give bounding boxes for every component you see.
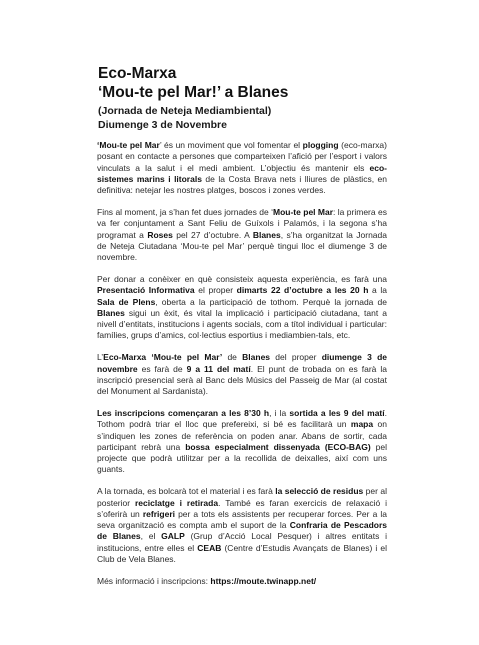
text-run: Per donar a conèixer en què consisteix aquesta experiència, es farà una [97,273,387,284]
bold-text-run: dimarts 22 d’octubre a les 20 h [236,285,369,296]
bold-text-run: plogging [302,140,339,150]
title-line-1: Eco-Marxa [98,65,177,82]
text-run: , oberta a la participació de tothom. Perquè la jornada de [155,296,387,307]
bold-text-run: eco-sistemes marins i litorals [97,162,387,184]
paragraph-registration [97,408,387,476]
text-run: , i la [269,407,290,418]
text-run: . Tothom podrà triar el lloc que prefereixi, si bé es facilitarà un [97,407,387,430]
bold-text-run: Confraria de Pescadors de Blanes [97,520,387,542]
text-run: pel projecte que podrà utilitzar per a la recollida de deixalles, així com uns guants. [97,441,387,475]
bold-text-run: Mou-te pel Mar [273,206,334,217]
paragraph-return [97,486,387,565]
bold-text-run: https://moute.twinapp.net/ [210,575,317,586]
text-run: , el [140,531,162,542]
text-run: de [222,352,243,363]
text-run: L’ [97,352,104,363]
text-run: Més informació i inscripcions: [97,575,211,586]
bold-text-run: mapa [350,419,374,430]
bold-text-run: diumenge 3 de novembre [97,352,387,374]
text-run: pel 27 d’octubre. A [172,229,253,240]
title-line-2: ‘Mou-te pel Mar!’ a Blanes [98,84,289,101]
text-run: . El punt de trobada on es farà la inscripció presencial serà al Banc dels Músics del Passeig de Mar (al costat del Monument al Sardanista). [97,363,387,397]
text-run: ’ és un moviment que vol fomentar el [159,140,303,150]
bold-text-run: ‘Mou-te pel Mar [97,140,160,150]
text-run: : la primera es va fer conjuntament a Sant Feliu de Guíxols i Palamós, i la segona s’ha programat a [97,206,387,240]
paragraph-schedule [97,352,387,397]
text-run: de la Costa Brava nets i lliures de plàstics, en definitiva: netejar les nostres platges, boscos i zones verdes. [97,173,387,196]
text-run: (Grup d’Acció Local Pesquer) i altres entitats i institucions, entre elles el [97,531,387,553]
document-header [98,64,398,132]
bold-text-run: reciclatge i retirada [135,497,219,508]
bold-text-run: CEAB [197,542,222,553]
text-run: Fins al moment, ja s’han fet dues jornades de ‘ [97,206,274,217]
text-run: (Centre d’Estudis Avançats de Blanes) i el Club de Vela Blanes. [97,542,388,564]
bold-text-run: Sala de Plens [97,296,156,307]
bold-text-run: bossa especialment dissenyada (ECO-BAG) [185,441,371,452]
text-run: per al posterior [97,486,387,508]
body-text [97,140,387,598]
text-run: del proper [270,352,322,363]
text-run: (eco-marxa) posant en contacte a persones que comparteixen l’afició per l’esport i valors vinculats a la salut i el medi ambient. L’objectiu és mantenir els [97,140,387,173]
bold-text-run: Roses [147,229,173,240]
text-run: sigui un èxit, és vital la implicació i participació ciutadana, tant a nivell d’entitats, institucions i agents socials, com a títol individual i particular: famílies, grups d’amics, col·lectius esportius i mediambien-tals, etc. [97,307,387,341]
paragraph-intro [97,140,387,196]
bold-text-run: la selecció de residus [275,486,364,497]
paragraph-presentation [97,274,387,342]
text-run: on s’indiquen les zones de referència on poden anar. Abans de sortir, cada participant rebrà una [97,419,387,452]
text-run: A la tornada, es bolcarà tot el material i es farà [97,486,276,497]
bold-text-run: 9 a 11 del matí [186,363,251,374]
event-date: Diumenge 3 de Novembre [98,119,227,131]
bold-text-run: refrigeri [142,508,175,519]
bold-text-run: sortida a les 9 del matí [289,407,385,418]
text-run: es farà de [137,363,187,374]
text-run: el proper [194,285,237,296]
text-run: . També es faran exercicis de relaxació i s’oferirà un [97,497,387,519]
text-run: , s’ha organitzat la Jornada de Neteja Ciutadana ‘Mou-te pel Mar’ perquè tingui lloc el diumenge 3 de novembre. [97,229,387,263]
bold-text-run: Les inscripcions començaran a les 8’30 h [97,407,270,418]
bold-text-run: Blanes [97,307,125,318]
bold-text-run: Blanes [242,352,271,363]
bold-text-run: Presentació Informativa [97,285,195,296]
bold-text-run: GALP [161,531,185,542]
text-run: a la [368,285,387,296]
text-run: per a tots els assistents per recuperar forces. Per a la seva organització es compta amb el suport de la [97,508,387,531]
subtitle: (Jornada de Neteja Mediambiental) [98,105,272,117]
paragraph-previous-events [97,207,387,263]
bold-text-run: Eco-Marxa ‘Mou-te pel Mar’ [103,352,223,363]
bold-text-run: Blanes [252,229,281,240]
paragraph-more-info [97,576,387,587]
